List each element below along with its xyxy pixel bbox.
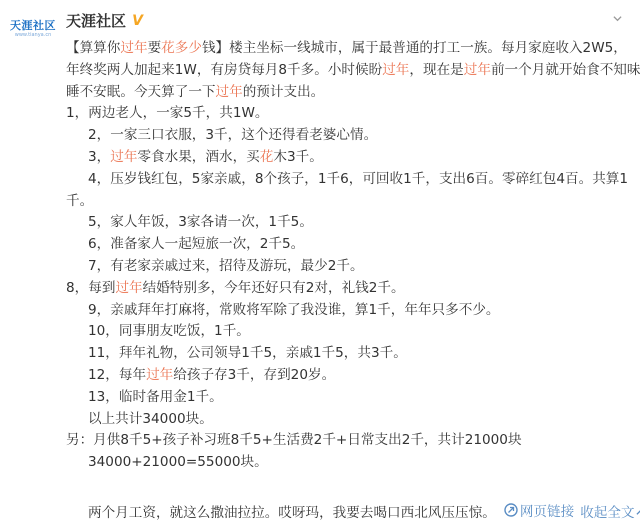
sum-line: 34000+21000=55000块。: [88, 454, 268, 471]
avatar[interactable]: [8, 12, 58, 46]
topic-tag[interactable]: 【算算你过年要花多少钱】: [66, 40, 230, 56]
link-icon: [504, 503, 518, 517]
caret-up-icon: [636, 508, 640, 517]
list-item-continuation: 千。: [66, 192, 94, 209]
verified-icon: V: [130, 13, 145, 28]
list-item: 1，两边老人，一家5千，共1W。: [66, 105, 269, 122]
avatar-logo-url: www.tianya.cn: [14, 31, 52, 38]
list-item: 13，临时备用金1千。: [88, 388, 223, 405]
collapse-button[interactable]: [580, 505, 640, 521]
list-item: 7，有老家亲戚过来，招待及游玩，最少2千。: [88, 257, 364, 274]
list-item: 12，每年过年给孩子存3千，存到20岁。: [88, 366, 336, 383]
list-item: 4，压岁钱红包，5家亲戚，8个孩子，1千6，可回收1千，支出6百。零碎红包4百。共算1: [88, 170, 629, 187]
extra-line: 另：月供8千5+孩子补习班8千5+生活费2千+日常支出2千，共计21000块: [66, 432, 522, 449]
keyword-link[interactable]: 花: [259, 148, 274, 165]
total-line: 以上共计34000块。: [88, 410, 213, 427]
post-body: [66, 38, 640, 474]
keyword-link[interactable]: 过年: [463, 61, 491, 78]
list-item: 6，准备家人一起短旅一次，2千5。: [88, 236, 305, 253]
post-line-1: 【算算你过年要花多少钱】楼主坐标一线城市，属于最普通的打工一族。每月家庭收入2W5，: [66, 40, 627, 56]
web-link-label: 网页链接: [519, 504, 575, 520]
keyword-link[interactable]: 过年: [110, 148, 138, 165]
keyword-link[interactable]: 过年: [215, 83, 243, 100]
keyword-link[interactable]: 过年: [146, 366, 174, 383]
post-footer: [66, 500, 636, 521]
post-line-3: 睡不安眠。今天算了一下过年的预计支出。: [66, 83, 325, 100]
poster-name[interactable]: 天涯社区: [66, 12, 127, 30]
keyword-link[interactable]: 过年: [115, 279, 143, 296]
list-item: 11，拜年礼物，公司领导1千5，亲戚1千5，共3千。: [88, 345, 407, 362]
post-line-2: 年终奖两人加起来1W，有房贷每月8千多。小时候盼过年，现在是过年前一个月就开始食不知味: [66, 61, 640, 78]
list-item: 9，亲戚拜年打麻将，常败将军除了我没谁，算1千，年年只多不少。: [88, 301, 500, 318]
list-item: 8，每到过年结婚特别多，今年还好只有2对，礼钱2千。: [66, 279, 405, 296]
list-item: 5，家人年饭，3家各请一次，1千5。: [88, 214, 313, 231]
chevron-down-icon[interactable]: [613, 14, 622, 23]
list-item: 3，过年零食水果，酒水，买花木3千。: [88, 148, 323, 165]
list-item: 10，同事朋友吃饭，1千。: [88, 323, 250, 340]
left-margin: [0, 0, 8, 526]
closing-text: 两个月工资，就这么撒油拉拉。哎呀玛，我要去喝口西北风压压惊。: [88, 505, 496, 521]
poster-header: [66, 10, 145, 31]
collapse-label: 收起全文: [580, 505, 635, 521]
avatar-logo-text: 天涯社区: [10, 18, 56, 32]
keyword-link[interactable]: 过年: [382, 61, 410, 78]
web-link[interactable]: [496, 500, 574, 520]
list-item: 2，一家三口衣服，3千，这个还得看老婆心情。: [88, 127, 378, 144]
